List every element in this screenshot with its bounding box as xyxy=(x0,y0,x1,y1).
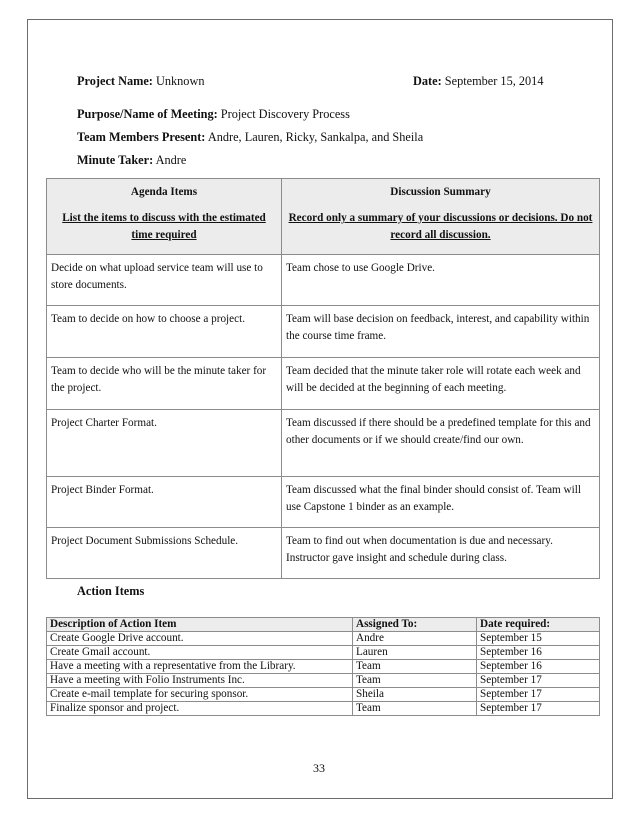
minute-taker-line xyxy=(77,153,186,167)
agenda-row xyxy=(47,477,600,528)
minute-taker-label: Minute Taker: xyxy=(77,153,154,167)
date-value: September 15, 2014 xyxy=(444,74,544,88)
team-value: Andre, Lauren, Ricky, Sankalpa, and Sheila xyxy=(207,130,424,144)
discussion-summary: Team to find out when documentation is due and necessary. Instructor gave insight and schedule during class. xyxy=(282,528,600,579)
discussion-summary: Team decided that the minute taker role will rotate each week and will be decided at the beginning of each meeting. xyxy=(282,358,600,410)
date-required-header: Date required: xyxy=(477,618,600,632)
discussion-summary-instructions: Record only a summary of your discussions or decisions. Do not record all discussion. xyxy=(288,212,593,241)
action-assignee: Team xyxy=(353,660,477,674)
action-row xyxy=(47,688,600,702)
purpose-line xyxy=(77,107,350,121)
action-assignee: Team xyxy=(353,674,477,688)
agenda-items-title: Agenda Items xyxy=(130,186,198,198)
action-assignee: Sheila xyxy=(353,688,477,702)
description-header: Description of Action Item xyxy=(47,618,353,632)
action-row xyxy=(47,674,600,688)
agenda-row xyxy=(47,410,600,477)
discussion-summary: Team chose to use Google Drive. xyxy=(282,255,600,306)
action-row xyxy=(47,702,600,716)
agenda-row xyxy=(47,255,600,306)
agenda-items-header xyxy=(47,179,282,255)
action-date: September 16 xyxy=(477,660,600,674)
agenda-table xyxy=(46,178,600,579)
discussion-summary: Team discussed what the final binder should consist of. Team will use Capstone 1 binder as an example. xyxy=(282,477,600,528)
action-description: Create Gmail account. xyxy=(47,646,353,660)
discussion-summary: Team will base decision on feedback, interest, and capability within the course time frame. xyxy=(282,306,600,358)
action-row xyxy=(47,660,600,674)
purpose-label: Purpose/Name of Meeting: xyxy=(77,107,218,121)
action-header-row xyxy=(47,618,600,632)
minute-taker-value: Andre xyxy=(155,153,187,167)
agenda-item: Project Document Submissions Schedule. xyxy=(47,528,282,579)
action-row xyxy=(47,646,600,660)
action-assignee: Lauren xyxy=(353,646,477,660)
action-date: September 17 xyxy=(477,688,600,702)
date-label: Date: xyxy=(413,74,442,88)
team-line xyxy=(77,130,423,144)
purpose-value: Project Discovery Process xyxy=(220,107,350,121)
discussion-summary-title: Discussion Summary xyxy=(390,186,491,198)
action-description: Have a meeting with a representative from the Library. xyxy=(47,660,353,674)
action-assignee: Andre xyxy=(353,632,477,646)
agenda-row xyxy=(47,358,600,410)
agenda-items-instructions: List the items to discuss with the estimated time required xyxy=(62,212,266,241)
agenda-item: Project Binder Format. xyxy=(47,477,282,528)
action-description: Create e-mail template for securing sponsor. xyxy=(47,688,353,702)
action-date: September 15 xyxy=(477,632,600,646)
agenda-item: Decide on what upload service team will use to store documents. xyxy=(47,255,282,306)
agenda-item: Team to decide on how to choose a project. xyxy=(47,306,282,358)
action-items-table xyxy=(46,617,600,716)
page-number: 33 xyxy=(313,761,325,775)
project-name-value: Unknown xyxy=(155,74,205,88)
discussion-summary-header xyxy=(282,179,600,255)
action-date: September 17 xyxy=(477,674,600,688)
action-description: Have a meeting with Folio Instruments Inc. xyxy=(47,674,353,688)
assigned-to-header: Assigned To: xyxy=(353,618,477,632)
action-items-heading: Action Items xyxy=(77,584,145,598)
action-description: Create Google Drive account. xyxy=(47,632,353,646)
team-label: Team Members Present: xyxy=(77,130,206,144)
project-name-label: Project Name: xyxy=(77,74,153,88)
project-name-line xyxy=(77,74,205,88)
discussion-summary: Team discussed if there should be a predefined template for this and other documents or if we should create/find our own. xyxy=(282,410,600,477)
action-row xyxy=(47,632,600,646)
date-line xyxy=(413,74,543,88)
agenda-row xyxy=(47,528,600,579)
agenda-row xyxy=(47,306,600,358)
action-date: September 16 xyxy=(477,646,600,660)
action-assignee: Team xyxy=(353,702,477,716)
action-description: Finalize sponsor and project. xyxy=(47,702,353,716)
agenda-header-row xyxy=(47,179,600,255)
agenda-item: Project Charter Format. xyxy=(47,410,282,477)
action-date: September 17 xyxy=(477,702,600,716)
agenda-item: Team to decide who will be the minute taker for the project. xyxy=(47,358,282,410)
